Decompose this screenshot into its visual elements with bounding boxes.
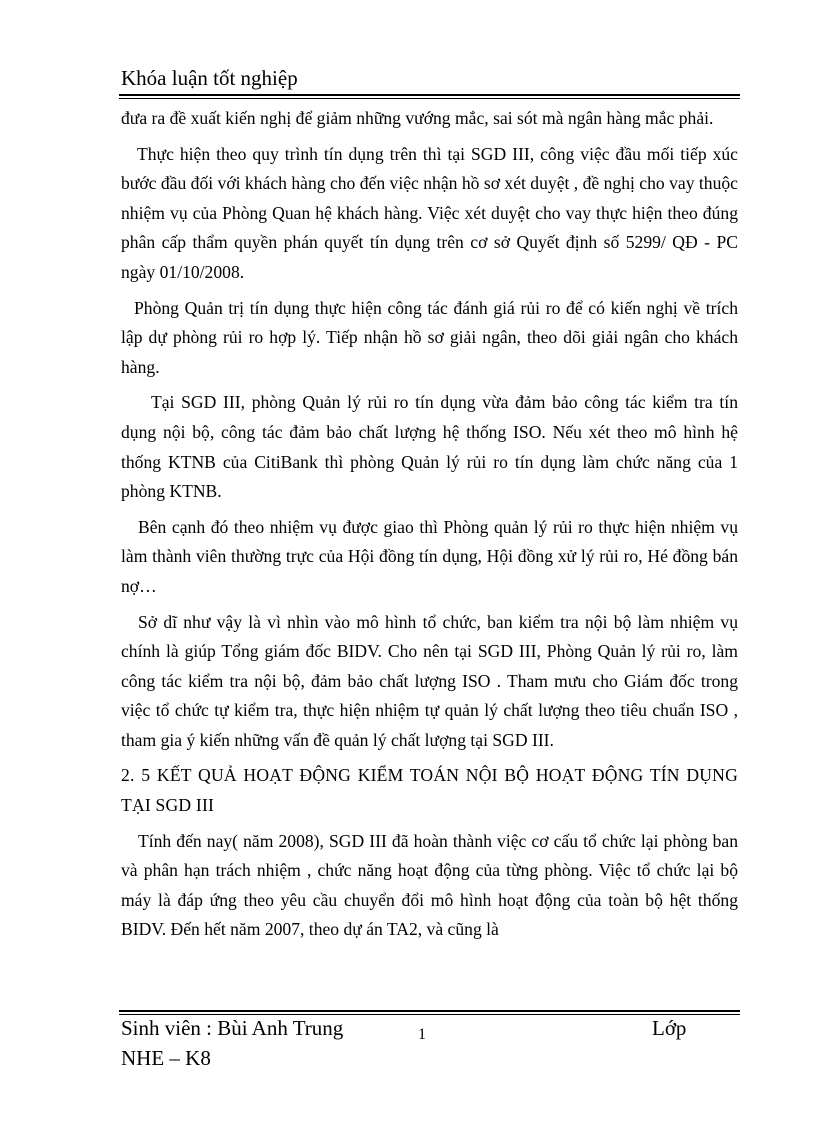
paragraph: Thực hiện theo quy trình tín dụng trên thì tại SGD III, công việc đầu mối tiếp xúc bước đầu đối với khách hàng cho đến việc nhận hồ sơ xét duyệt , đề nghị cho vay thuộc nhiệm vụ của Phòng Quan hệ khách hàng. Việc xét duyệt cho vay thực hiện theo đúng phân cấp thẩm quyền phán quyết tín dụng trên cơ sở Quyết định số 5299/ QĐ - PC ngày 01/10/2008. <box>121 143 738 282</box>
paragraph: Tính đến nay( năm 2008), SGD III đã hoàn thành việc cơ cấu tổ chức lại phòng ban và phân hạn trách nhiệm , chức năng hoạt động của từng phòng. Việc tổ chức lại bộ máy là đáp ứng theo yêu cầu chuyển đổi mô hình hoạt động của toàn bộ hệt thống BIDV. Đến hết năm 2007, theo dự án TA2, và cũng là <box>121 830 738 940</box>
footer-class-label: Lớp <box>652 1016 687 1040</box>
footer-class-value: NHE – K8 <box>121 1046 211 1070</box>
paragraph: Phòng Quản trị tín dụng thực hiện công tác đánh giá rủi ro để có kiến nghị về trích lập dự phòng rủi ro hợp lý. Tiếp nhận hồ sơ giải ngân, theo dõi giải ngân cho khách hàng. <box>121 297 738 377</box>
footer-student-info <box>121 1014 343 1072</box>
page-number: 1 <box>418 1026 426 1043</box>
page-header-title: Khóa luận tốt nghiệp <box>121 66 298 90</box>
document-body <box>121 104 738 951</box>
paragraph: Bên cạnh đó theo nhiệm vụ được giao thì Phòng quản lý rủi ro thực hiện nhiệm vụ làm thành viên thường trực của Hội đồng tín dụng, Hội đồng xử lý rủi ro, Hé đồng bán nợ… <box>121 516 738 596</box>
paragraph: Tại SGD III, phòng Quản lý rủi ro tín dụng vừa đảm bảo công tác kiểm tra tín dụng nội bộ, công tác đảm bảo chất lượng hệ thống ISO. Nếu xét theo mô hình hệ thống KTNB của CitiBank thì phòng Quản lý rủi ro tín dụng làm chức năng của 1 phòng KTNB. <box>121 392 738 502</box>
paragraph: đưa ra đề xuất kiến nghị để giảm những vướng mắc, sai sót mà ngân hàng mắc phải. <box>121 108 714 128</box>
footer-student-name: Sinh viên : Bùi Anh Trung <box>121 1016 344 1040</box>
header-divider <box>119 94 740 99</box>
section-heading: 2. 5 KẾT QUẢ HOẠT ĐỘNG KIỂM TOÁN NỘI BỘ HOẠT ĐỘNG TÍN DỤNG TẠI SGD III <box>121 765 738 816</box>
paragraph: Sở dĩ như vậy là vì nhìn vào mô hình tổ chức, ban kiểm tra nội bộ làm nhiệm vụ chính là giúp Tổng giám đốc BIDV. Cho nên tại SGD III, Phòng Quản lý rủi ro, làm công tác kiểm tra nội bộ, đảm bảo chất lượng ISO . Tham mưu cho Giám đốc trong việc tổ chức tự kiểm tra, thực hiện nhiệm tự quản lý chất lượng theo tiêu chuẩn ISO , tham gia ý kiến những vấn đề quản lý chất lượng tại SGD III. <box>121 611 738 750</box>
